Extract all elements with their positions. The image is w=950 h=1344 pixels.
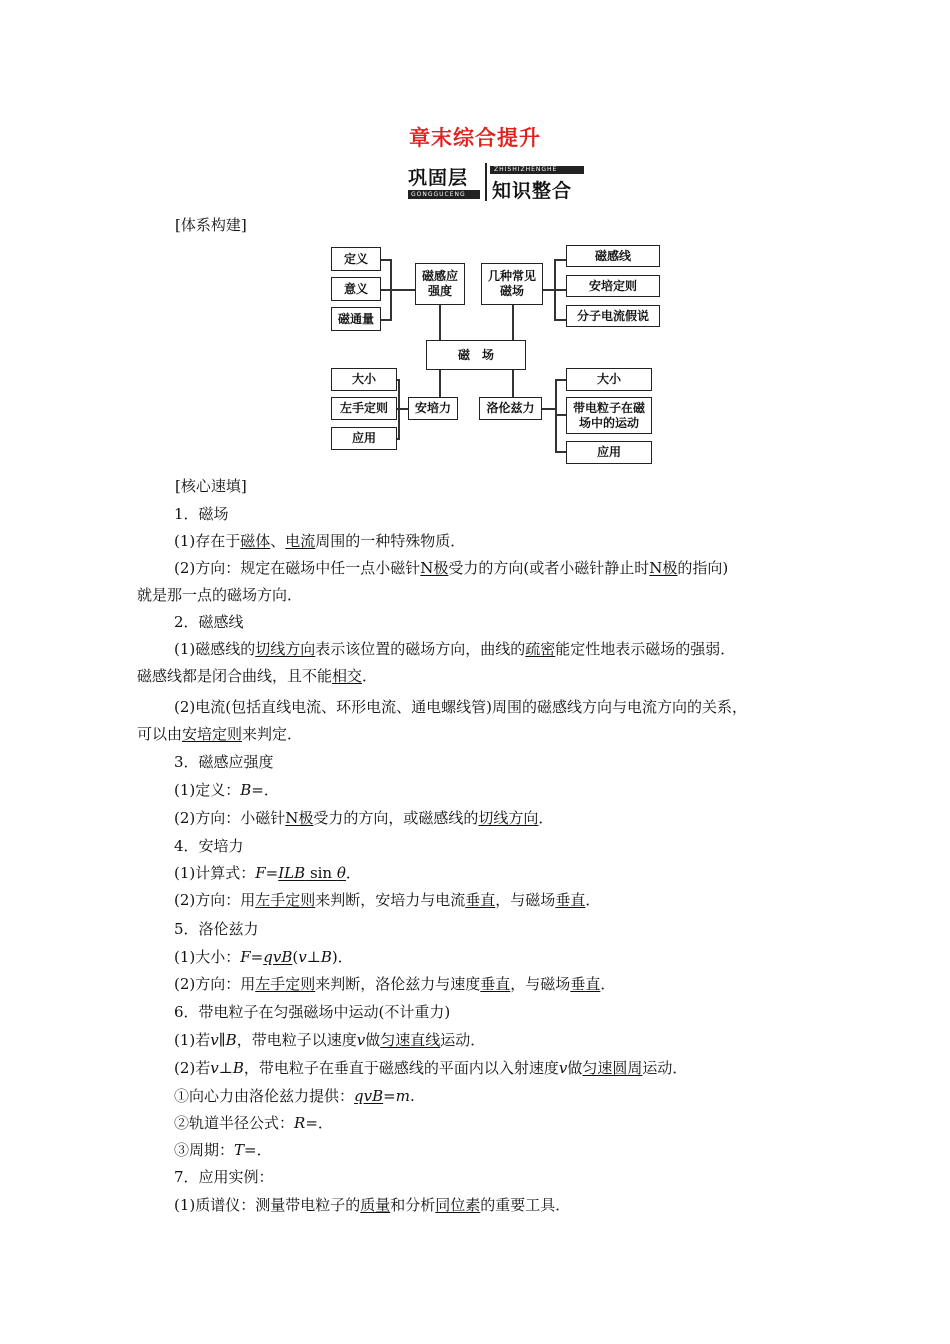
box-lf-motion: 带电粒子在磁场中的运动	[566, 397, 652, 434]
paragraph-2-2-cont: 可以由安培定则来判定．	[137, 725, 303, 743]
connector-line	[512, 369, 514, 399]
box-ampere-rule: 安培定则	[566, 275, 660, 297]
page-title: 章末综合提升	[409, 126, 541, 150]
paragraph-4-2: (2)方向：用左手定则来判断，安培力与电流垂直，与磁场垂直．	[174, 891, 601, 909]
banner-left-text: 巩固层	[408, 167, 469, 189]
connector-line	[554, 259, 566, 261]
paragraph-7-1: (1)质谱仪：测量带电粒子的质量和分析同位素的重要工具．	[174, 1196, 571, 1214]
banner-left-small: GONGGUCENG	[411, 191, 466, 198]
box-field-lines: 磁感线	[566, 245, 660, 267]
paragraph-6-5: ③周期：T=．	[174, 1141, 272, 1159]
connector-line	[554, 289, 566, 291]
connector-line	[554, 319, 566, 321]
box-lf-apply: 应用	[566, 441, 652, 464]
paragraph-6-4: ②轨道半径公式：R=．	[174, 1114, 333, 1132]
paragraph-2-2: (2)电流(包括直线电流、环形电流、通电螺线管)周围的磁感线方向与电流方向的关系，	[174, 698, 747, 716]
box-lf-size: 大小	[566, 368, 652, 391]
paragraph-1-2-cont: 就是那一点的磁场方向．	[137, 586, 303, 604]
connector-line	[396, 408, 408, 410]
connector-line	[555, 379, 557, 453]
box-flux: 磁通量	[331, 307, 381, 331]
paragraph-5-1: (1)大小：F=qvB(v⊥B)．	[174, 948, 353, 966]
paragraph-6-1: (1)若v∥B，带电粒子以速度v做匀速直线运动．	[174, 1031, 486, 1049]
box-lorentz-force: 洛伦兹力	[479, 397, 542, 420]
box-af-left-hand: 左手定则	[331, 397, 397, 420]
paragraph-3-2: (2)方向：小磁针N极受力的方向，或磁感线的切线方向．	[174, 809, 554, 827]
section-label-structure: [体系构建]	[175, 216, 247, 234]
concept-diagram	[0, 0, 950, 470]
box-meaning: 意义	[331, 277, 381, 301]
section-label-core: [核心速填]	[175, 477, 247, 495]
paragraph-5-2: (2)方向：用左手定则来判断，洛伦兹力与速度垂直，与磁场垂直．	[174, 975, 616, 993]
box-ampere-force: 安培力	[408, 397, 458, 420]
box-af-apply: 应用	[331, 427, 397, 450]
banner-right-small: ZHISHIZHENGHE	[494, 166, 558, 173]
heading-1: 1．磁场	[174, 505, 229, 523]
connector-line	[542, 408, 557, 410]
box-af-size: 大小	[331, 368, 397, 391]
heading-2: 2．磁感线	[174, 613, 244, 631]
heading-4: 4．安培力	[174, 837, 244, 855]
paragraph-6-3: ①向心力由洛伦兹力提供：qvB=m.	[174, 1087, 415, 1105]
paragraph-4-1: (1)计算式：F=ILB sin θ．	[174, 864, 361, 882]
box-molecular-current: 分子电流假说	[566, 305, 660, 327]
connector-line	[380, 289, 415, 291]
connector-line	[380, 319, 391, 321]
box-definition: 定义	[331, 247, 381, 271]
paragraph-2-1: (1)磁感线的切线方向表示该位置的磁场方向，曲线的疏密能定性地表示磁场的强弱．	[174, 640, 736, 658]
connector-line	[512, 305, 514, 341]
connector-line	[380, 259, 391, 261]
connector-line	[439, 369, 441, 399]
banner-right-text: 知识整合	[492, 180, 573, 202]
box-magnetic-field: 磁 场	[426, 340, 526, 370]
paragraph-1-1: (1)存在于磁体、电流周围的一种特殊物质．	[174, 532, 466, 550]
connector-line	[439, 305, 441, 341]
paragraph-1-2: (2)方向：规定在磁场中任一点小磁针N极受力的方向(或者小磁针静止时N极的指向)	[174, 559, 729, 577]
heading-6: 6．带电粒子在匀强磁场中运动(不计重力)	[174, 1003, 451, 1021]
heading-5: 5．洛伦兹力	[174, 920, 259, 938]
paragraph-6-2: (2)若v⊥B，带电粒子在垂直于磁感线的平面内以入射速度v做匀速圆周运动．	[174, 1059, 688, 1077]
box-common-fields: 几种常见磁场	[481, 263, 543, 305]
paragraph-3-1: (1)定义：B=．	[174, 781, 279, 799]
paragraph-2-1-cont: 磁感线都是闭合曲线，且不能相交．	[137, 667, 378, 685]
heading-3: 3．磁感应强度	[174, 753, 274, 771]
box-magnetic-induction: 磁感应强度	[415, 263, 465, 305]
heading-7: 7．应用实例：	[174, 1168, 274, 1186]
